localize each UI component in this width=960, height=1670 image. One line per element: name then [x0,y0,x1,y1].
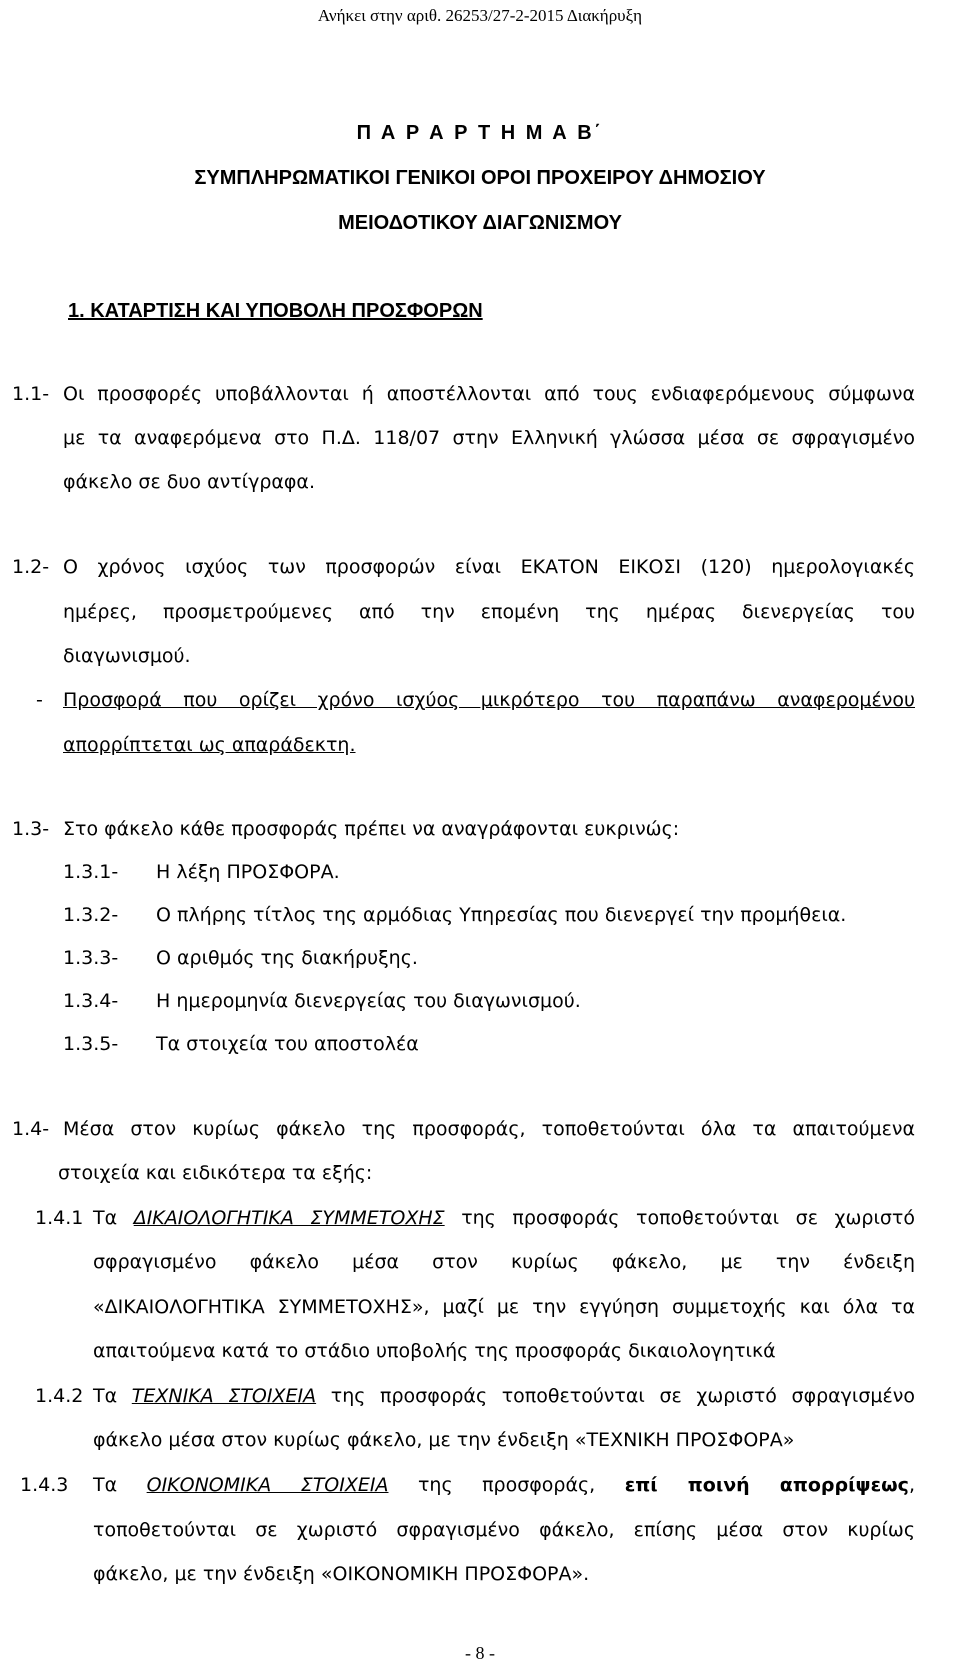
subparagraph-text: της προσφοράς τοποθετούνται σε χωριστό [461,1207,915,1229]
paragraph-line-underlined: Προσφορά που ορίζει χρόνο ισχύος μικρότερο του παραπάνω αναφερομένου [63,689,915,711]
annex-title: Π Α Ρ Α Ρ Τ Η Μ Α Β΄ [356,122,604,144]
paragraph-line: με τα αναφερόμενα στο Π.Δ. 118/07 στην Ελληνική γλώσσα μέσα σε σφραγισμένο [63,427,915,449]
paragraph-line: Στο φάκελο κάθε προσφοράς πρέπει να αναγράφονται ευκρινώς: [63,818,680,840]
list-item-number: 1.3.5- [63,1033,119,1055]
subparagraph-line [93,1206,915,1230]
envelope-title: ΔΙΚΑΙΟΛΟΓΗΤΙΚΑ ΣΥΜΜΕΤΟΧΗΣ [133,1207,445,1229]
subparagraph-line: σφραγισμένο φάκελο μέσα στον κυρίως φάκελο, με την ένδειξη [93,1251,915,1273]
envelope-title: ΤΕΧΝΙΚΑ ΣΤΟΙΧΕΙΑ [131,1385,317,1407]
paragraph-line: Ο χρόνος ισχύος των προσφορών είναι ΕΚΑΤΟΝ ΕΙΚΟΣΙ (120) ημερολογιακές [63,556,915,578]
subparagraph-number: 1.4.2 [35,1385,84,1407]
paragraph-line: Οι προσφορές υποβάλλονται ή αποστέλλονται από τους ενδιαφερόμενους σύμφωνα [63,383,915,405]
comma: , [908,1474,915,1496]
tender-type-title: ΜΕΙΟΔΟΤΙΚΟΥ ΔΙΑΓΩΝΙΣΜΟΥ [338,212,622,234]
subparagraph-number: 1.4.1 [35,1207,84,1229]
subparagraph-line: φάκελο μέσα στον κυρίως φάκελο, με την ένδειξη «ΤΕΧΝΙΚΗ ΠΡΟΣΦΟΡΑ» [93,1429,795,1451]
subparagraph-line: «ΔΙΚΑΙΟΛΟΓΗΤΙΚΑ ΣΥΜΜΕΤΟΧΗΣ», μαζί με την εγγύηση συμμετοχής και όλα τα [93,1296,915,1318]
paragraph-line: φάκελο σε δυο αντίγραφα. [63,471,316,493]
subparagraph-line [93,1473,915,1497]
paragraph-line-underlined: απορρίπτεται ως απαράδεκτη. [63,734,356,756]
list-item: Ο αριθμός της διακήρυξης. [156,947,418,969]
emphasis-text: επί ποινή απορρίψεως [624,1474,909,1496]
section-heading: 1. ΚΑΤΑΡΤΙΣΗ ΚΑΙ ΥΠΟΒΟΛΗ ΠΡΟΣΦΟΡΩΝ [68,300,483,322]
list-item: Η ημερομηνία διενεργείας του διαγωνισμού. [156,990,581,1012]
subparagraph-line: τοποθετούνται σε χωριστό σφραγισμένο φάκελο, επίσης μέσα στον κυρίως [93,1519,915,1541]
article-word: Τα [93,1385,118,1407]
list-item-number: 1.3.1- [63,861,119,883]
paragraph-number: 1.3- [12,818,50,840]
subparagraph-number: 1.4.3 [20,1474,69,1496]
list-item-number: 1.3.2- [63,904,119,926]
envelope-title: ΟΙΚΟΝΟΜΙΚΑ ΣΤΟΙΧΕΙΑ [146,1474,389,1496]
dash-marker: - [36,689,43,711]
paragraph-line: διαγωνισμού. [63,645,191,667]
subparagraph-line: φάκελο, με την ένδειξη «ΟΙΚΟΝΟΜΙΚΗ ΠΡΟΣΦΟΡΑ». [93,1563,590,1585]
subparagraph-text: της προσφοράς τοποθετούνται σε χωριστό σφραγισμένο [330,1385,915,1407]
subparagraph-line [93,1384,915,1408]
paragraph-line: στοιχεία και ειδικότερα τα εξής: [58,1162,373,1184]
paragraph-number: 1.2- [12,556,50,578]
paragraph-line: Μέσα στον κυρίως φάκελο της προσφοράς, τοποθετούνται όλα τα απαιτούμενα [63,1118,915,1140]
subparagraph-line: απαιτούμενα κατά το στάδιο υποβολής της προσφοράς δικαιολογητικά [93,1340,776,1362]
paragraph-number: 1.1- [12,383,50,405]
page-number: - 8 - [465,1643,495,1663]
paragraph-line: ημέρες, προσμετρούμενες από την επομένη της ημέρας διενεργείας του [63,601,915,623]
subparagraph-text: της προσφοράς, [417,1474,596,1496]
paragraph-number: 1.4- [12,1118,50,1140]
header-note: Ανήκει στην αριθ. 26253/27-2-2015 Διακήρυξη [317,6,643,25]
list-item-number: 1.3.4- [63,990,119,1012]
list-item: Τα στοιχεία του αποστολέα [156,1033,419,1055]
article-word: Τα [93,1207,118,1229]
list-item: Ο πλήρης τίτλος της αρμόδιας Υπηρεσίας που διενεργεί την προμήθεια. [156,904,847,926]
list-item: Η λέξη ΠΡΟΣΦΟΡΑ. [156,861,340,883]
general-terms-title: ΣΥΜΠΛΗΡΩΜΑΤΙΚΟΙ ΓΕΝΙΚΟΙ ΟΡΟΙ ΠΡΟΧΕΙΡΟΥ ΔΗΜΟΣΙΟΥ [194,167,766,189]
article-word: Τα [93,1474,118,1496]
list-item-number: 1.3.3- [63,947,119,969]
